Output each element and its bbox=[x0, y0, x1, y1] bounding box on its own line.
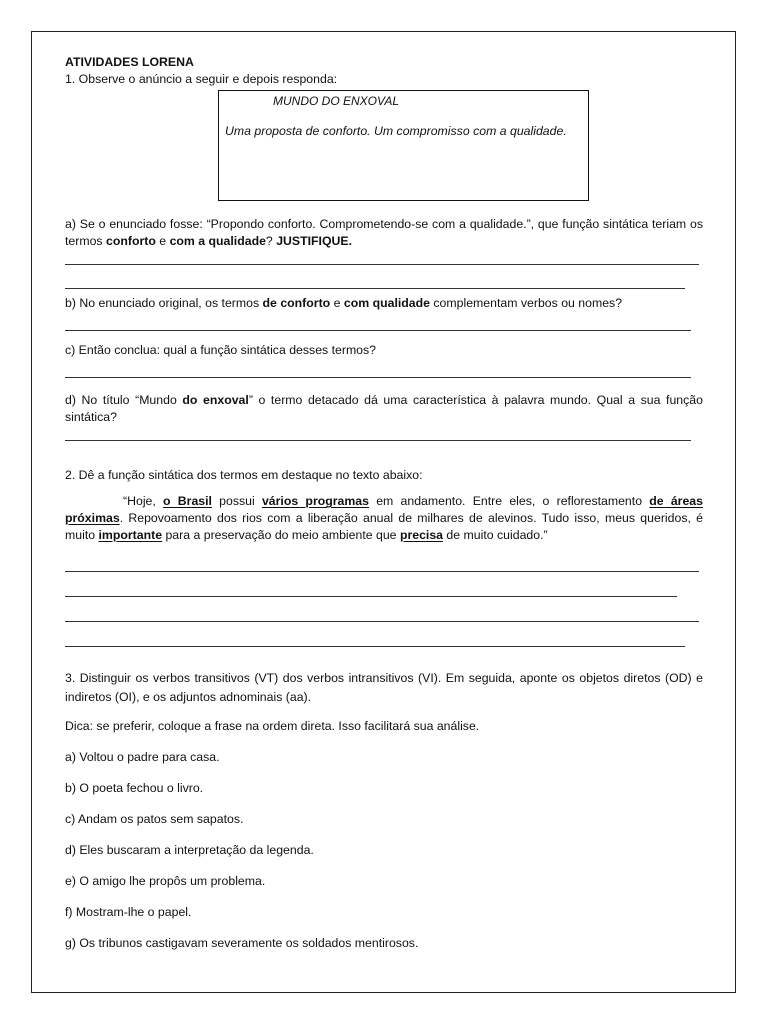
q3-item-g: g) Os tribunos castigavam severamente os soldados mentirosos. bbox=[65, 936, 419, 950]
question-3-tip: Dica: se preferir, coloque a frase na ordem direta. Isso facilitará sua análise. bbox=[65, 719, 480, 733]
q2-highlight-de-areas-proximas: de áreas próximas bbox=[65, 494, 703, 525]
answer-line-1c[interactable] bbox=[65, 359, 703, 384]
question-1b-term-2: com qualidade bbox=[343, 296, 430, 310]
question-1b bbox=[65, 295, 703, 312]
question-1c: c) Então conclua: qual a função sintática desses termos? bbox=[65, 343, 377, 357]
question-1d bbox=[65, 392, 703, 426]
question-1a-mark: ? bbox=[265, 234, 277, 248]
q3-item-e: e) O amigo lhe propôs um problema. bbox=[65, 874, 266, 888]
q2-text-3: em andamento. Entre eles, o reflorestamento bbox=[368, 494, 650, 508]
worksheet-content bbox=[65, 52, 703, 952]
question-1b-connector: e bbox=[330, 296, 344, 310]
q2-highlight-importante: importante bbox=[98, 528, 163, 542]
question-2-intro: 2. Dê a função sintática dos termos em destaque no texto abaixo: bbox=[65, 468, 423, 482]
answer-line-1a-2[interactable] bbox=[65, 271, 703, 295]
question-2-text bbox=[65, 493, 703, 544]
question-1a-justify: JUSTIFIQUE. bbox=[276, 234, 353, 248]
advertisement-box bbox=[218, 90, 589, 201]
answer-line-2-2[interactable] bbox=[65, 578, 703, 603]
worksheet-page bbox=[31, 31, 736, 993]
answer-line-1d[interactable] bbox=[65, 426, 703, 447]
question-1b-text: b) No enunciado original, os termos bbox=[65, 296, 263, 310]
answer-line-1a-1[interactable] bbox=[65, 250, 703, 271]
question-1b-term-1: de conforto bbox=[262, 296, 331, 310]
q2-highlight-varios-programas: vários programas bbox=[261, 494, 369, 508]
q3-item-b: b) O poeta fechou o livro. bbox=[65, 781, 204, 795]
answer-line-1b[interactable] bbox=[65, 312, 703, 337]
q2-text-6: de muito cuidado.” bbox=[443, 528, 548, 542]
question-1d-suffix: ” o termo detacado dá uma característica à palavra mundo. Qual a sua função sintática? bbox=[65, 393, 703, 424]
question-1a-connector: e bbox=[155, 234, 170, 248]
q2-text-5: para a preservação do meio ambiente que bbox=[162, 528, 400, 542]
question-1d-text: d) No título “Mundo bbox=[65, 393, 183, 407]
q2-highlight-precisa: precisa bbox=[399, 528, 444, 542]
ad-body: Uma proposta de conforto. Um compromisso com a qualidade. bbox=[225, 124, 567, 138]
q3-item-d: d) Eles buscaram a interpretação da legenda. bbox=[65, 843, 314, 857]
question-1-intro: 1. Observe o anúncio a seguir e depois responda: bbox=[65, 72, 338, 86]
q2-text-1: “Hoje, bbox=[123, 494, 164, 508]
question-3-intro: 3. Distinguir os verbos transitivos (VT) dos verbos intransitivos (VI). Em seguida, aponte os objetos diretos (OD) e indiretos (OI), e os adjuntos adnominais (aa). bbox=[65, 671, 703, 704]
question-1a-text: a) Se o enunciado fosse: “Propondo conforto. Comprometendo-se com a qualidade.”, que função sintática teriam os termos bbox=[65, 217, 703, 248]
q3-item-f: f) Mostram-lhe o papel. bbox=[65, 905, 192, 919]
question-1a bbox=[65, 216, 703, 250]
question-1b-suffix: complementam verbos ou nomes? bbox=[429, 296, 623, 310]
answer-line-2-4[interactable] bbox=[65, 628, 703, 653]
question-1d-term: do enxoval bbox=[182, 393, 249, 407]
question-1a-term-conforto: conforto bbox=[106, 234, 156, 248]
ad-title: MUNDO DO ENXOVAL bbox=[273, 94, 400, 108]
answer-line-2-1[interactable] bbox=[65, 544, 703, 578]
q2-text-4: . Repovoamento dos rios com a liberação anual de milhares de alevinos. Tudo isso, meus queridos, é muito bbox=[65, 511, 703, 542]
question-3-items bbox=[65, 749, 703, 952]
question-1a-term-qualidade: com a qualidade bbox=[169, 234, 266, 248]
answer-line-2-3[interactable] bbox=[65, 603, 703, 628]
q3-item-c: c) Andam os patos sem sapatos. bbox=[65, 812, 244, 826]
q2-highlight-o-brasil: o Brasil bbox=[163, 494, 212, 508]
worksheet-title: ATIVIDADES LORENA bbox=[65, 55, 194, 69]
q2-text-2: possui bbox=[211, 494, 262, 508]
q3-item-a: a) Voltou o padre para casa. bbox=[65, 750, 220, 764]
